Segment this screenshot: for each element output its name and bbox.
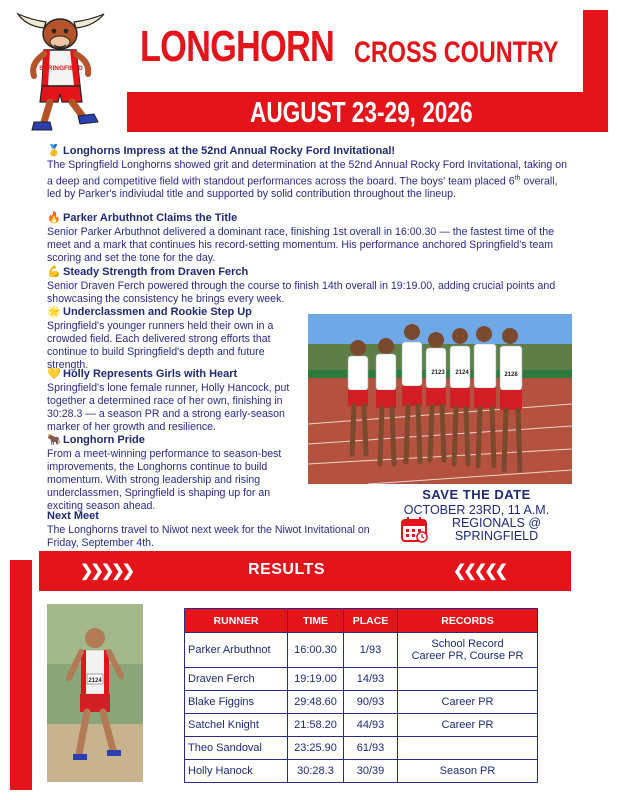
time-cell: 16:00.30: [288, 633, 344, 668]
runner-cell: Parker Arbuthnot: [185, 633, 288, 668]
place-cell: 61/93: [344, 737, 398, 760]
mascot-shirt-text: SPRINGFIELD: [39, 65, 83, 72]
medal-icon: 🥇: [47, 145, 61, 157]
team-bib: 2128: [504, 372, 518, 378]
column-header-records: RECORDS: [398, 609, 538, 633]
time-cell: 23:25.90: [288, 737, 344, 760]
save-the-date-event-line2: SPRINGFIELD: [454, 529, 539, 543]
runner-cell: Blake Figgins: [185, 691, 288, 714]
runner-photo: [47, 604, 143, 782]
place-cell: 90/93: [344, 691, 398, 714]
records-cell: [398, 668, 538, 691]
section-heading: 💪 Steady Strength from Draven Ferch: [47, 266, 249, 278]
chevron-right-icon: ❯❯❯❯❯: [80, 563, 133, 580]
section-heading: 🌟 Underclassmen and Rookie Step Up: [47, 306, 252, 318]
time-cell: 21:58.20: [288, 714, 344, 737]
save-the-date-event-line1: REGIONALS @: [451, 516, 542, 530]
article-section-draven: [47, 266, 567, 306]
section-body: Springfield's younger runners held their own in a crowded field. Each delivered strong efforts that continue to build Springfield's depth and future strength.: [47, 319, 274, 372]
records-cell: Career PR: [398, 714, 538, 737]
table-row: [185, 668, 538, 691]
place-cell: 1/93: [344, 633, 398, 668]
section-heading: 💛 Holly Represents Girls with Heart: [47, 368, 238, 380]
table-row: [185, 760, 538, 783]
section-heading: 🥇 Longhorns Impress at the 52nd Annual Rocky Ford Invitational!: [47, 145, 396, 157]
runner-bib: 2124: [88, 678, 102, 684]
article-section-pride: [47, 434, 303, 514]
records-cell: [398, 737, 538, 760]
column-header-time: TIME: [288, 609, 344, 633]
team-photo: [308, 314, 572, 484]
section-body: The Longhorns travel to Niwot next week for the Niwot Invitational on Friday, September 4th.: [47, 523, 370, 549]
fire-icon: 🔥: [47, 212, 61, 224]
star-icon: 🌟: [47, 306, 61, 318]
flexed-arm-icon: 💪: [47, 266, 61, 278]
column-header-runner: RUNNER: [185, 609, 288, 633]
place-cell: 14/93: [344, 668, 398, 691]
records-cell: School Record Career PR, Course PR: [398, 633, 538, 668]
runner-cell: Theo Sandoval: [185, 737, 288, 760]
records-cell: Career PR: [398, 691, 538, 714]
time-cell: 19:19.00: [288, 668, 344, 691]
table-row: [185, 691, 538, 714]
section-body: Senior Parker Arbuthnot delivered a dominant race, finishing 1st overall in 16:00.30 — the fastest time of the meet and a mark that continues his record-setting momentum. His performance anchored Springfield's team scoring and set the tone for the day.: [47, 225, 555, 264]
section-body: The Springfield Longhorns showed grit and determination at the 52nd Annual Rocky Ford Invitational, taking on a deep and competitive field with standout performances across the board. The boys' team placed 6th overall, led by Parker's indiviudal title and supported by solid contribution throughout the lineup.: [47, 158, 568, 201]
article-section-rocky-ford: [47, 145, 567, 202]
save-the-date-date: OCTOBER 23RD, 11 A.M.: [403, 503, 550, 517]
results-header-row: [185, 609, 538, 633]
runner-cell: Holly Hanock: [185, 760, 288, 783]
ox-icon: 🐂: [47, 434, 61, 446]
article-section-holly: [47, 368, 303, 434]
chevron-left-icon: ❮❮❮❮❮: [453, 563, 506, 580]
section-body: From a meet-winning performance to season-best improvements, the Longhorns continue to build momentum. With strong leadership and rising underclassmen, Springfield is shaping up for an exciting season ahead.: [47, 447, 282, 513]
article-section-parker: [47, 212, 567, 265]
section-body: Senior Draven Ferch powered through the course to finish 14th overall in 19:19.00, adding crucial points and showcasing the consistency he brings every week.: [47, 279, 556, 305]
time-cell: 30:28.3: [288, 760, 344, 783]
time-cell: 29:48.60: [288, 691, 344, 714]
section-heading: 🔥 Parker Arbuthnot Claims the Title: [47, 212, 238, 224]
team-bib: 2123: [431, 370, 445, 376]
runner-cell: Satchel Knight: [185, 714, 288, 737]
article-section-underclassmen: [47, 306, 303, 372]
table-row: [185, 714, 538, 737]
calendar-icon: [400, 515, 430, 543]
date-range: AUGUST 23-29, 2026: [250, 97, 473, 129]
place-cell: 30/39: [344, 760, 398, 783]
section-heading: 🐂 Longhorn Pride: [47, 434, 145, 446]
results-heading: RESULTS: [248, 561, 325, 578]
table-row: [185, 633, 538, 668]
red-accent-strip-top: [583, 10, 608, 132]
save-the-date-title: SAVE THE DATE: [422, 487, 531, 502]
red-accent-strip-bottom: [10, 560, 32, 790]
section-body: Springfield's lone female runner, Holly Hancock, put together a determined race of her own, finishing in 30:28.3 — a season PR and a strong early-season marker of her growth and resilience.: [47, 381, 290, 434]
team-bib: 2124: [455, 370, 469, 376]
page-subtitle: CROSS COUNTRY: [354, 36, 559, 69]
place-cell: 44/93: [344, 714, 398, 737]
heart-icon: 💛: [47, 368, 61, 380]
page-title: LONGHORN: [140, 22, 334, 71]
section-heading: Next Meet: [47, 510, 99, 522]
table-row: [185, 737, 538, 760]
longhorn-mascot-logo: [14, 6, 110, 138]
results-table: [184, 608, 538, 783]
runner-cell: Draven Ferch: [185, 668, 288, 691]
column-header-place: PLACE: [344, 609, 398, 633]
records-cell: Season PR: [398, 760, 538, 783]
article-section-next-meet: [47, 510, 377, 550]
